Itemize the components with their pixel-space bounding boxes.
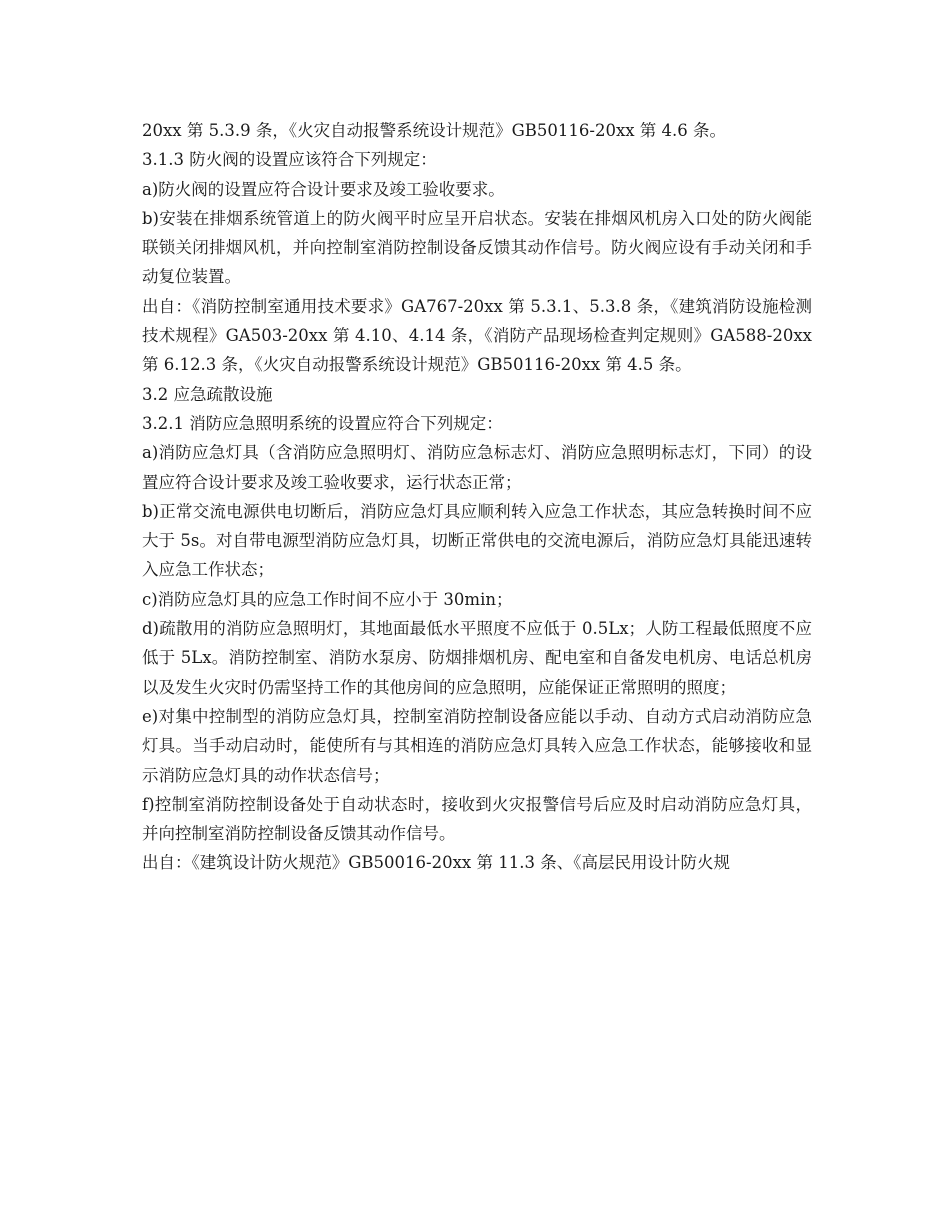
- paragraph-item-b: b)正常交流电源供电切断后，消防应急灯具应顺利转入应急工作状态，其应急转换时间不应大于 5s。对自带电源型消防应急灯具，切断正常供电的交流电源后，消防应急灯具能迅速转入应急工作状态；: [142, 501, 812, 580]
- paragraph-item-c: c)消防应急灯具的应急工作时间不应小于 30min；: [142, 589, 513, 609]
- heading-3-2: 3.2 应急疏散设施: [142, 384, 273, 404]
- document-page: [142, 116, 812, 878]
- paragraph-item-e: e)对集中控制型的消防应急灯具，控制室消防控制设备应能以手动、自动方式启动消防应急灯具。当手动启动时，能使所有与其相连的消防应急灯具转入应急工作状态，能够接收和显示消防应急灯具的动作状态信号；: [142, 706, 812, 785]
- paragraph-item-a: a)防火阀的设置应符合设计要求及竣工验收要求。: [142, 179, 505, 199]
- paragraph-item-b: b)安装在排烟系统管道上的防火阀平时应呈开启状态。安装在排烟风机房入口处的防火阀能联锁关闭排烟风机，并向控制室消防控制设备反馈其动作信号。防火阀应设有手动关闭和手动复位装置。: [142, 208, 812, 287]
- paragraph-source: 出自：《消防控制室通用技术要求》GA767-20xx 第 5.3.1、5.3.8 条，《建筑消防设施检测技术规程》GA503-20xx 第 4.10、4.14 条，《消防产品现场检查判定规则》GA588-20xx 第 6.12.3 条，《火灾自动报警系统设计规范》GB50116-20xx 第 4.5 条。: [142, 296, 812, 375]
- paragraph-item-a: a)消防应急灯具（含消防应急照明灯、消防应急标志灯、消防应急照明标志灯，下同）的设置应符合设计要求及竣工验收要求，运行状态正常；: [142, 443, 812, 492]
- paragraph-item-f: f)控制室消防控制设备处于自动状态时，接收到火灾报警信号后应及时启动消防应急灯具，并向控制室消防控制设备反馈其动作信号。: [142, 794, 812, 844]
- paragraph-source: 出自：《建筑设计防火规范》GB50016-20xx 第 11.3 条、《高层民用设计防火规: [142, 853, 730, 873]
- paragraph-item-d: d)疏散用的消防应急照明灯，其地面最低水平照度不应低于 0.5Lx；人防工程最低照度不应低于 5Lx。消防控制室、消防水泵房、防烟排烟机房、配电室和自备发电机房、电话总机房以及发生火灾时仍需坚持工作的其他房间的应急照明，应能保证正常照明的照度；: [142, 619, 812, 697]
- paragraph-continuation: 20xx 第 5.3.9 条，《火灾自动报警系统设计规范》GB50116-20xx 第 4.6 条。: [142, 121, 727, 140]
- heading-3-2-1: 3.2.1 消防应急照明系统的设置应符合下列规定：: [142, 413, 503, 433]
- heading-3-1-3: 3.1.3 防火阀的设置应该符合下列规定：: [142, 150, 437, 170]
